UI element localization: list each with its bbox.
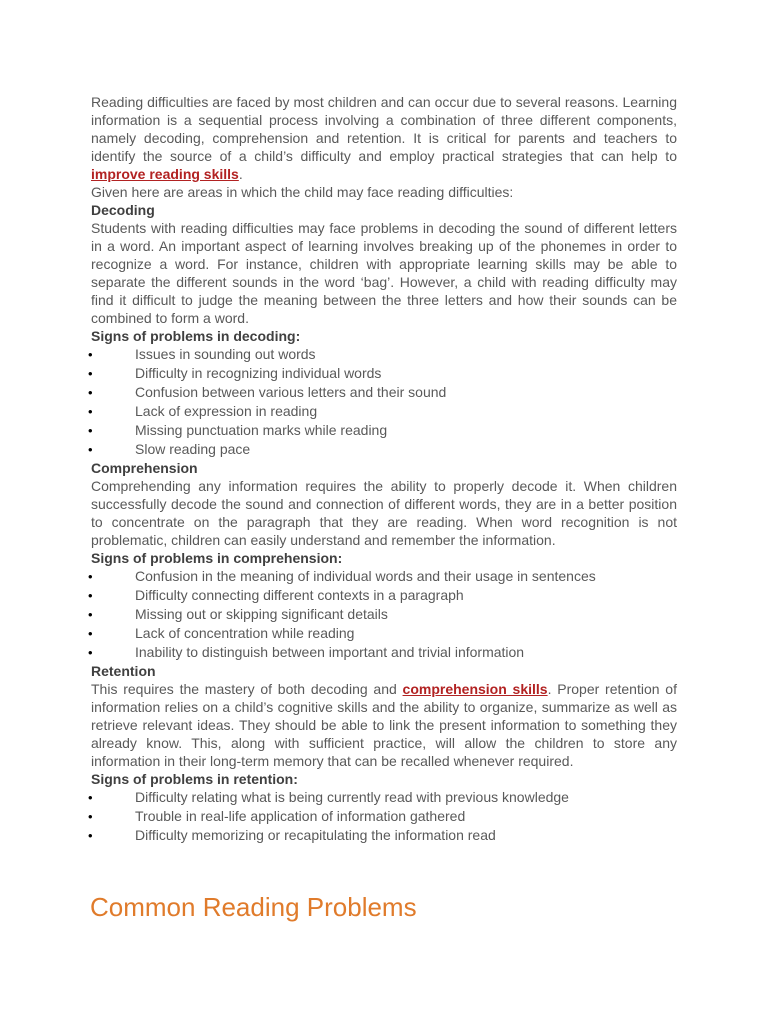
list-item — [88, 364, 677, 383]
bullet-icon: • — [88, 347, 93, 362]
comprehension-heading: Comprehension — [91, 460, 198, 476]
list-item — [88, 402, 677, 421]
decoding-heading: Decoding — [91, 202, 155, 218]
list-item — [88, 605, 677, 624]
retention-text-end: . Proper retention of information relies on a child’s cognitive skills and the ability to organize, summarize as well as retrieve relevant ideas. They should be able to link the present information to something they already know. This, along with sufficient practice, will allow the children to store any information in their long-term memory that can be recalled whenever required. — [91, 681, 677, 769]
intro-period: . — [238, 166, 243, 182]
list-item-text: Difficulty relating what is being currently read with previous knowledge — [135, 789, 569, 805]
list-item-text: Confusion in the meaning of individual words and their usage in sentences — [135, 568, 596, 584]
bullet-icon: • — [88, 626, 93, 641]
list-item — [88, 567, 677, 586]
list-item-text: Lack of expression in reading — [135, 403, 318, 419]
comprehension-signs-heading: Signs of problems in comprehension: — [91, 550, 343, 566]
comprehension-signs-list — [88, 567, 677, 662]
bullet-icon: • — [88, 423, 93, 438]
areas-intro: Given here are areas in which the child may face reading difficulties: — [91, 184, 514, 200]
list-item-text: Difficulty connecting different contexts in a paragraph — [135, 587, 464, 603]
list-item — [88, 807, 677, 826]
bullet-icon: • — [88, 588, 93, 603]
list-item-text: Missing punctuation marks while reading — [135, 422, 388, 438]
bullet-icon: • — [88, 385, 93, 400]
bullet-icon: • — [88, 645, 93, 660]
comprehension-skills-link[interactable]: comprehension skills — [402, 681, 548, 697]
list-item-text: Confusion between various letters and their sound — [135, 384, 447, 400]
list-item-text: Issues in sounding out words — [135, 346, 316, 362]
list-item — [88, 624, 677, 643]
list-item — [88, 643, 677, 662]
retention-signs-heading: Signs of problems in retention: — [91, 771, 298, 787]
decoding-signs-list — [88, 345, 677, 459]
list-item-text: Slow reading pace — [135, 441, 251, 457]
list-item — [88, 421, 677, 440]
list-item — [88, 440, 677, 459]
list-item — [88, 826, 677, 845]
list-item-text: Trouble in real-life application of information gathered — [135, 808, 466, 824]
list-item-text: Lack of concentration while reading — [135, 625, 355, 641]
list-item-text: Difficulty memorizing or recapitulating the information read — [135, 827, 496, 843]
decoding-signs-heading: Signs of problems in decoding: — [91, 328, 301, 344]
retention-text-start: This requires the mastery of both decoding and — [91, 681, 403, 697]
improve-reading-skills-link[interactable]: improve reading skills — [91, 166, 239, 182]
list-item-text: Inability to distinguish between important and trivial information — [135, 644, 525, 660]
retention-signs-list — [88, 788, 677, 845]
intro-paragraph — [91, 93, 677, 183]
list-item — [88, 586, 677, 605]
bullet-icon: • — [88, 366, 93, 381]
list-item — [88, 383, 677, 402]
article-body — [88, 93, 677, 845]
bullet-icon: • — [88, 569, 93, 584]
retention-paragraph — [91, 680, 677, 770]
intro-text: Reading difficulties are faced by most children and can occur due to several reasons. Learning information is a sequential process involving a combination of three different components, namely decoding, comprehension and retention. It is critical for parents and teachers to identify the source of a child’s difficulty and employ practical strategies that can help to — [91, 94, 677, 164]
list-item — [88, 788, 677, 807]
bullet-icon: • — [88, 790, 93, 805]
bullet-icon: • — [88, 442, 93, 457]
bullet-icon: • — [88, 828, 93, 843]
retention-heading: Retention — [91, 663, 156, 679]
bullet-icon: • — [88, 809, 93, 824]
bullet-icon: • — [88, 404, 93, 419]
list-item — [88, 345, 677, 364]
decoding-paragraph: Students with reading difficulties may face problems in decoding the sound of different letters in a word. An important aspect of learning involves breaking up of the phonemes in order to recognize a word. For instance, children with appropriate learning skills may be able to separate the different sounds in the word ‘bag’. However, a child with reading difficulty may find it difficult to judge the meaning between the three letters and how their sounds can be combined to form a word. — [91, 220, 677, 326]
comprehension-paragraph: Comprehending any information requires the ability to properly decode it. When children successfully decode the sound and connection of different words, they are in a better position to concentrate on the paragraph that they are reading. When word recognition is not problematic, children can easily understand and remember the information. — [91, 478, 677, 548]
bullet-icon: • — [88, 607, 93, 622]
list-item-text: Missing out or skipping significant details — [135, 606, 388, 622]
list-item-text: Difficulty in recognizing individual words — [135, 365, 382, 381]
section-title: Common Reading Problems — [90, 892, 417, 922]
